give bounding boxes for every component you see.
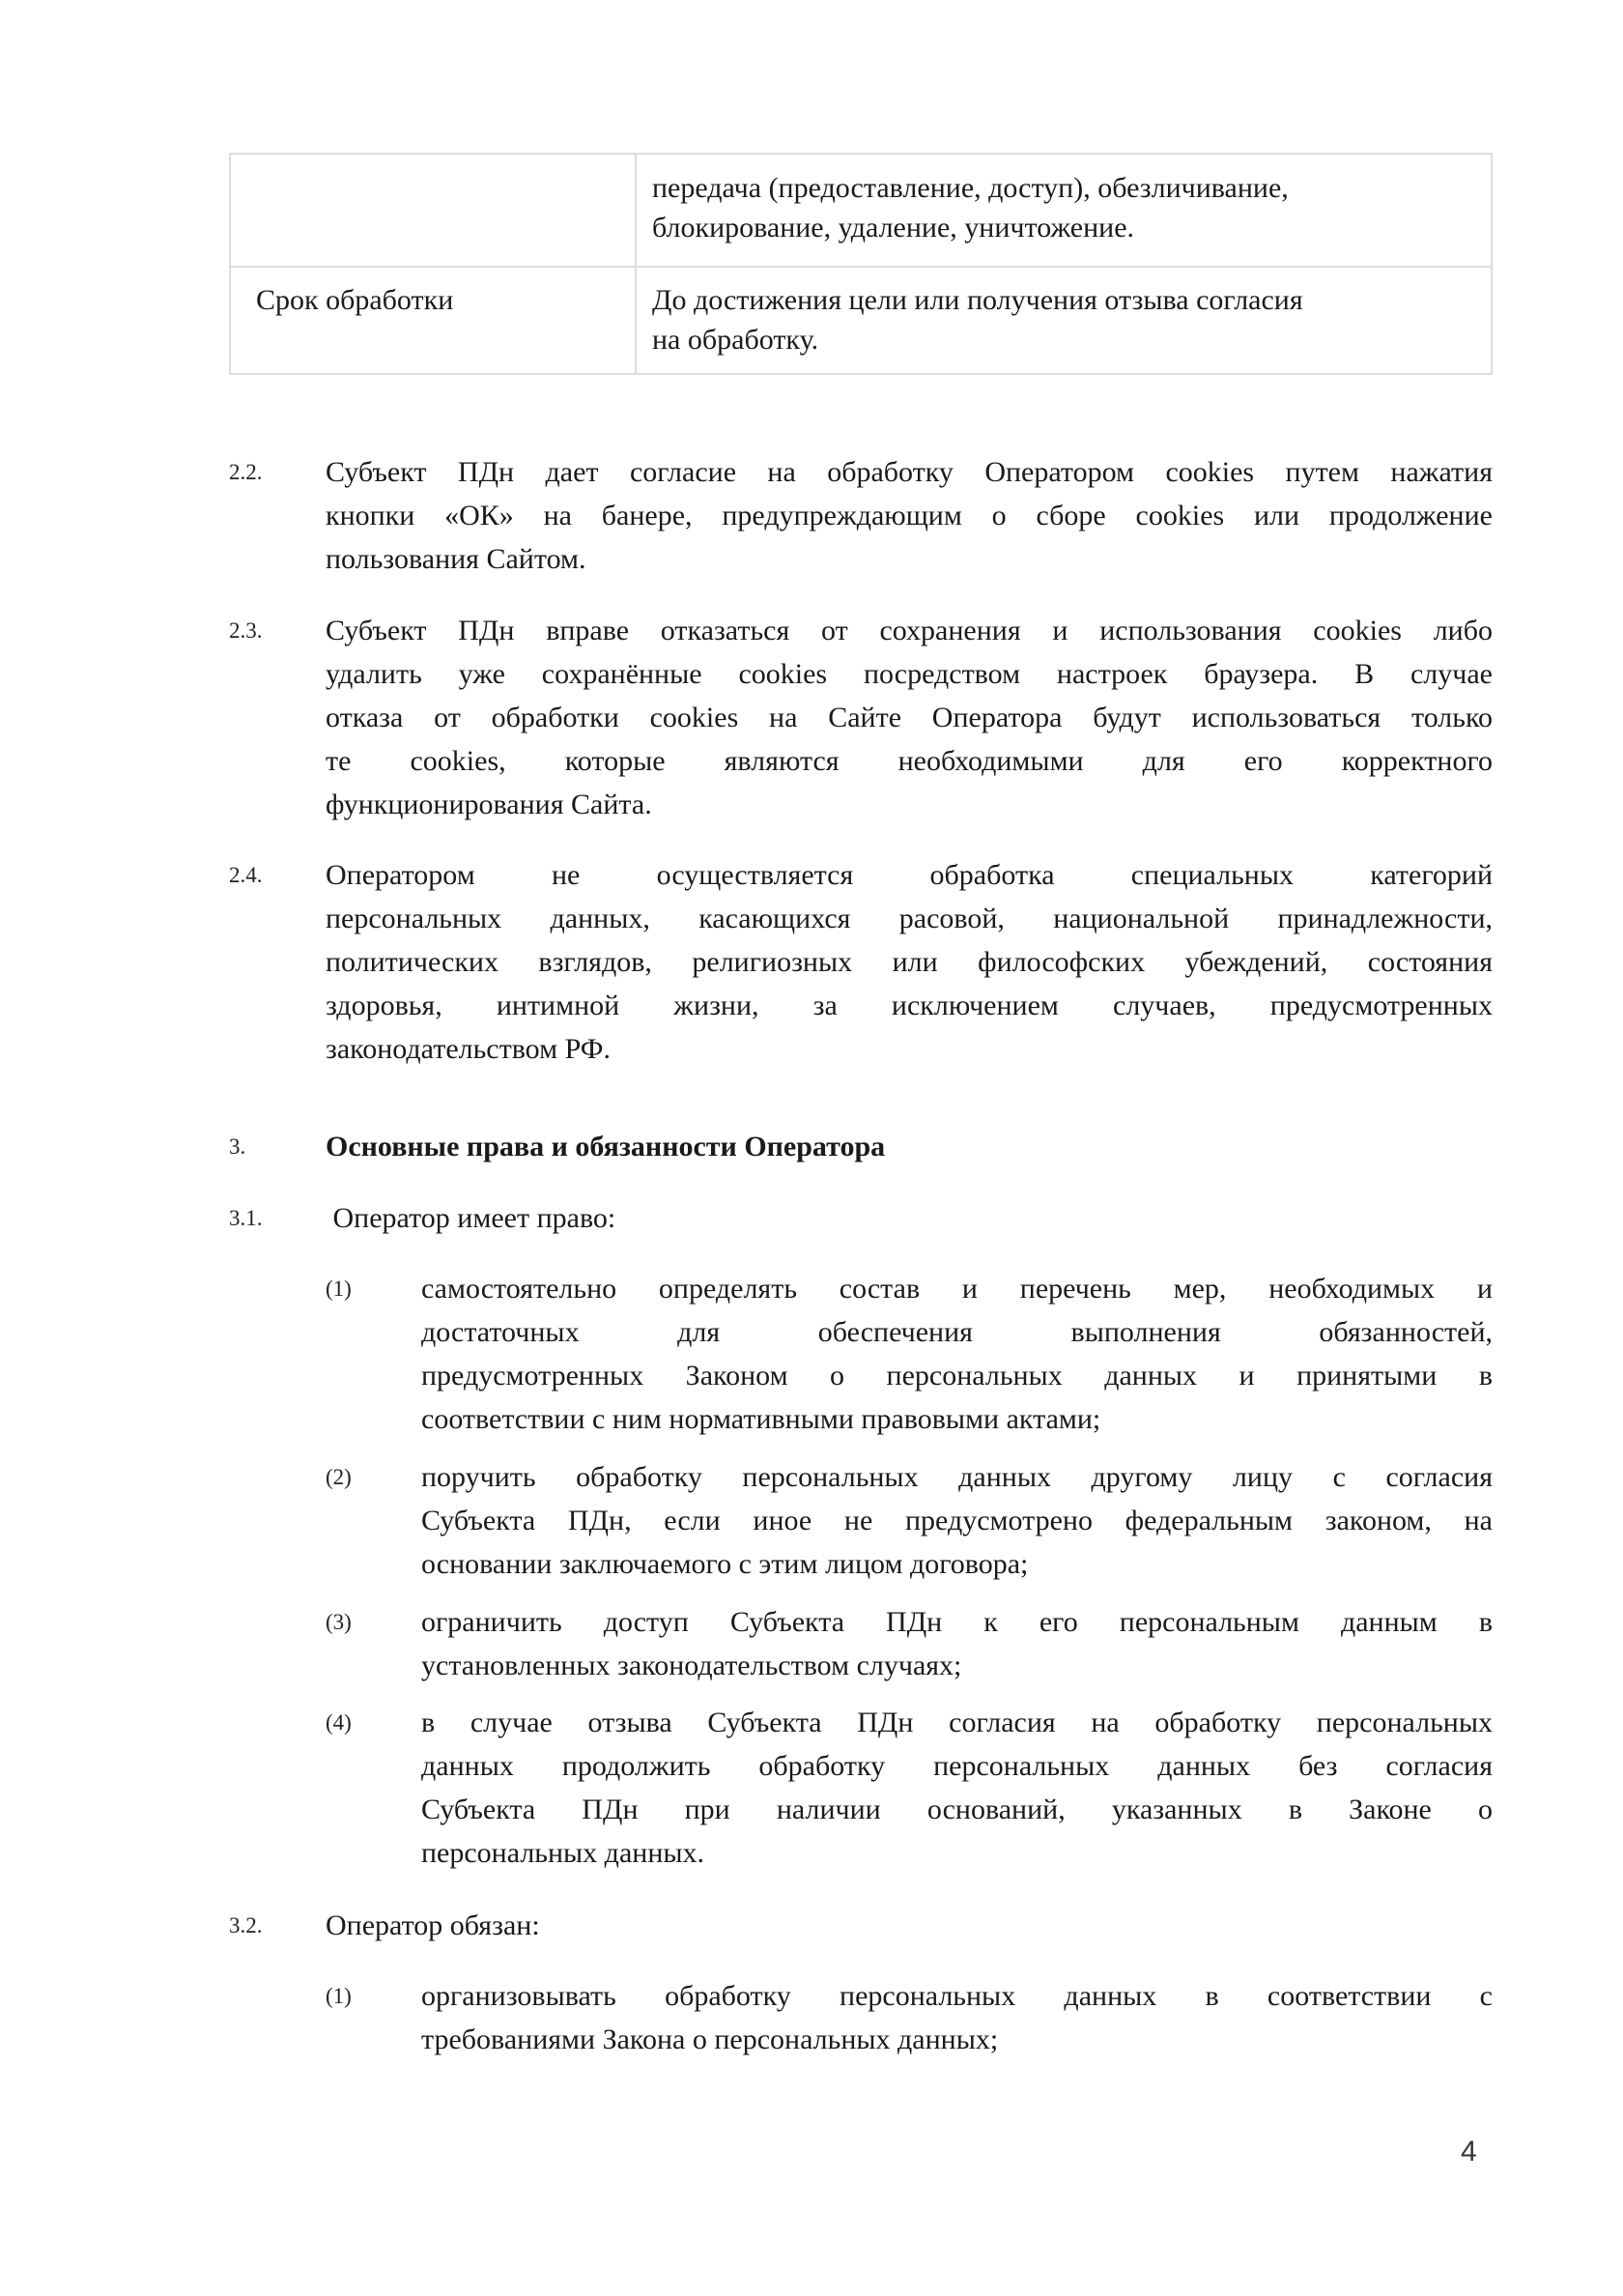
text-line: самостоятельно определять состав и перечень мер, необходимых и [421,1273,1493,1305]
text-line: удалить уже сохранённые cookies посредством настроек браузера. В случае [326,658,1493,690]
list-item [421,1600,1493,1687]
section-paragraph [326,853,1493,1071]
list-item [421,1974,1493,2061]
text-line: Основные права и обязанности Оператора [326,1131,886,1162]
text-line: политических взглядов, религиозных или философских убеждений, состояния [326,946,1493,978]
text-line: Субъект ПДн вправе отказаться от сохранения и использования cookies либо [326,615,1493,646]
text-line: функционирования Сайта. [326,789,652,820]
item-number: (3) [326,1610,352,1634]
text-line: Оператором не осуществляется обработка специальных категорий [326,859,1493,891]
text-line: установленных законодательством случаях; [421,1650,962,1681]
cell-line: блокирование, удаление, уничтожение. [652,212,1135,244]
list-item [421,1267,1493,1441]
table-cell-actions [652,168,1289,247]
table-cell-label: Срок обработки [256,284,454,316]
item-number: (1) [326,1984,352,2008]
text-line: кнопки «ОК» на банере, предупреждающим о сборе cookies или продолжение [326,500,1493,531]
section-number: 3.2. [229,1913,263,1937]
text-line: Субъекта ПДн при наличии оснований, указанных в Законе о [421,1794,1493,1825]
text-line: ограничить доступ Субъекта ПДн к его персональным данным в [421,1606,1493,1638]
text-line: основании заключаемого с этим лицом договора; [421,1548,1029,1580]
list-item [421,1701,1493,1875]
item-number: (2) [326,1465,352,1489]
text-line: те cookies, которые являются необходимыми для его корректного [326,745,1493,777]
text-line: предусмотренных Законом о персональных данных и принятыми в [421,1360,1493,1392]
cell-line: До достижения цели или получения отзыва согласия [652,284,1303,316]
text-line: персональных данных, касающихся расовой, национальной принадлежности, [326,903,1493,934]
item-number: (1) [326,1277,352,1301]
section-number: 2.4. [229,863,263,887]
section-number: 2.3. [229,618,263,643]
section-heading [326,1125,1493,1168]
table-row-divider [231,266,1491,268]
text-line: в случае отзыва Субъекта ПДн согласия на обработку персональных [421,1707,1493,1738]
text-line: данных продолжить обработку персональных данных без согласия [421,1750,1493,1782]
text-line: Оператор имеет право: [326,1202,616,1234]
text-line: достаточных для обеспечения выполнения обязанностей, [421,1316,1493,1348]
processing-table [229,153,1493,375]
text-line: поручить обработку персональных данных другому лицу с согласия [421,1461,1493,1493]
section-number: 3.1. [229,1206,263,1230]
section-paragraph [326,1904,1493,1947]
text-line: пользования Сайтом. [326,543,586,575]
text-line: Оператор обязан: [326,1909,540,1941]
text-line: Субъект ПДн дает согласие на обработку Оператором cookies путем нажатия [326,456,1493,488]
list-item [421,1455,1493,1586]
text-line: отказа от обработки cookies на Сайте Оператора будут использоваться только [326,702,1493,733]
text-line: законодательством РФ. [326,1033,611,1065]
cell-line: на обработку. [652,324,819,356]
section-paragraph [326,450,1493,581]
text-line: соответствии с ним нормативными правовыми актами; [421,1403,1101,1435]
section-paragraph [326,1196,1493,1240]
text-line: требованиями Закона о персональных данных; [421,2023,999,2055]
text-line: Субъекта ПДн, если иное не предусмотрено федеральным законом, на [421,1505,1493,1536]
cell-line: передача (предоставление, доступ), обезличивание, [652,172,1289,204]
table-cell-term [652,280,1303,359]
page-number: 4 [1461,2136,1477,2167]
table-column-divider [635,155,637,373]
text-line: персональных данных. [421,1837,705,1869]
section-number: 2.2. [229,460,263,484]
section-paragraph [326,609,1493,826]
text-line: здоровья, интимной жизни, за исключением случаев, предусмотренных [326,990,1493,1021]
item-number: (4) [326,1710,352,1735]
text-line: организовывать обработку персональных данных в соответствии с [421,1980,1493,2012]
section-number: 3. [229,1134,246,1159]
